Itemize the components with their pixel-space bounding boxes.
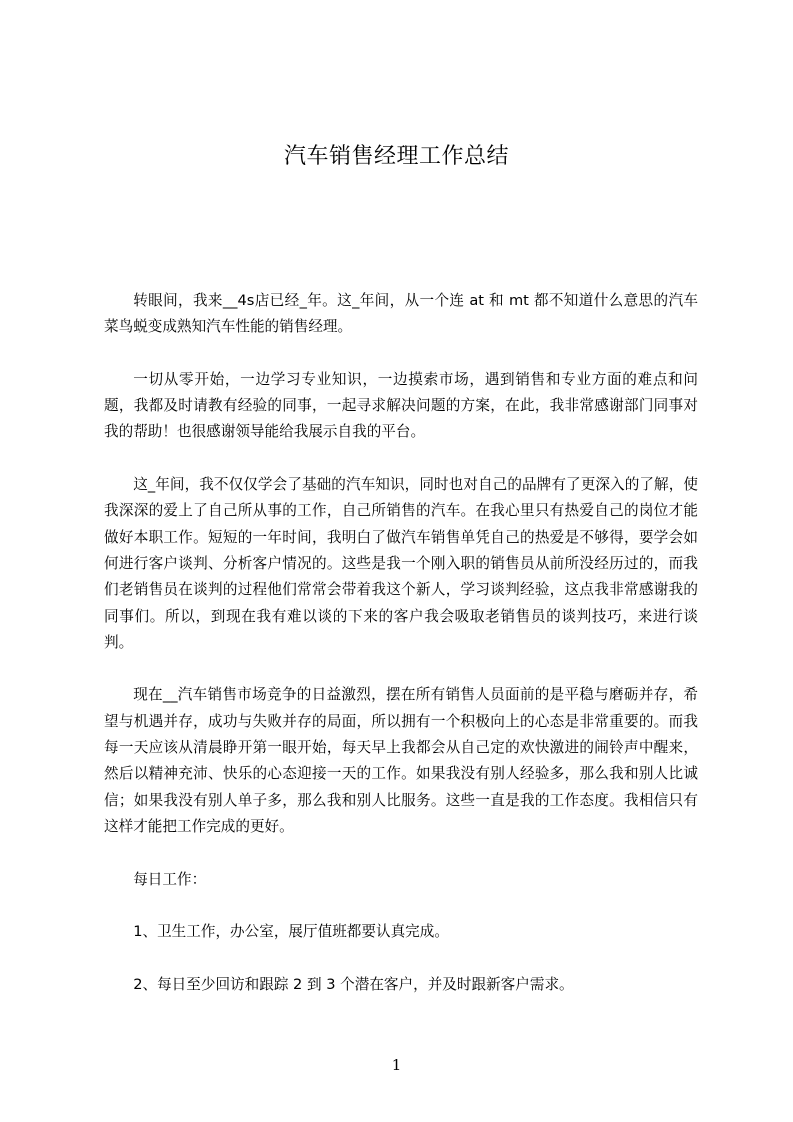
document-body bbox=[104, 288, 698, 1024]
list-item-followup: 2、每日至少回访和跟踪 2 到 3 个潜在客户，并及时跟新客户需求。 bbox=[133, 975, 574, 993]
paragraph-attitude: 现在__汽车销售市场竞争的日益激烈，摆在所有销售人员面前的是平稳与磨砺并存，希望与机遇并存，成功与失败并存的局面，所以拥有一个积极向上的心态是非常重要的。而我每一天应该从清晨睁开第一眼开始，每天早上我都会从自己定的欢快激进的闹铃声中醒来，然后以精神充沛、快乐的心态迎接一天的工作。如果我没有别人经验多，那么我和别人比诚信；如果我没有别人单子多，那么我和别人比服务。这些一直是我的工作态度。我相信只有这样才能把工作完成的更好。 bbox=[104, 686, 698, 835]
list-item-hygiene: 1、卫生工作，办公室，展厅值班都要认真完成。 bbox=[133, 923, 449, 941]
paragraph-intro: 转眼间，我来__4s店已经_年。这_年间，从一个连 at 和 mt 都不知道什么意思的汽车菜鸟蜕变成熟知汽车性能的销售经理。 bbox=[104, 292, 698, 336]
paragraph-knowledge: 这_年间，我不仅仅学会了基础的汽车知识，同时也对自己的品牌有了更深入的了解，使我深深的爱上了自己所从事的工作，自己所销售的汽车。在我心里只有热爱自己的岗位才能做好本职工作。短短的一年时间，我明白了做汽车销售单凭自己的热爱是不够得，要学会如何进行客户谈判、分析客户情况的。这些是我一个刚入职的销售员从前所没经历过的，而我们老销售员在谈判的过程他们常常会带着我这个新人，学习谈判经验，这点我非常感谢我的同事们。所以，到现在我有难以谈的下来的客户我会吸取老销售员的谈判技巧，来进行谈判。 bbox=[104, 476, 698, 651]
page-number: 1 bbox=[391, 1056, 402, 1074]
document-title: 汽车销售经理工作总结 bbox=[283, 144, 509, 169]
paragraph-learning: 一切从零开始，一边学习专业知识，一边摸索市场，遇到销售和专业方面的难点和问题，我都及时请教有经验的同事，一起寻求解决问题的方案，在此，我非常感谢部门同事对我的帮助！也很感谢领导能给我展示自我的平台。 bbox=[104, 370, 698, 441]
paragraph-daily-work-heading: 每日工作： bbox=[133, 870, 207, 888]
